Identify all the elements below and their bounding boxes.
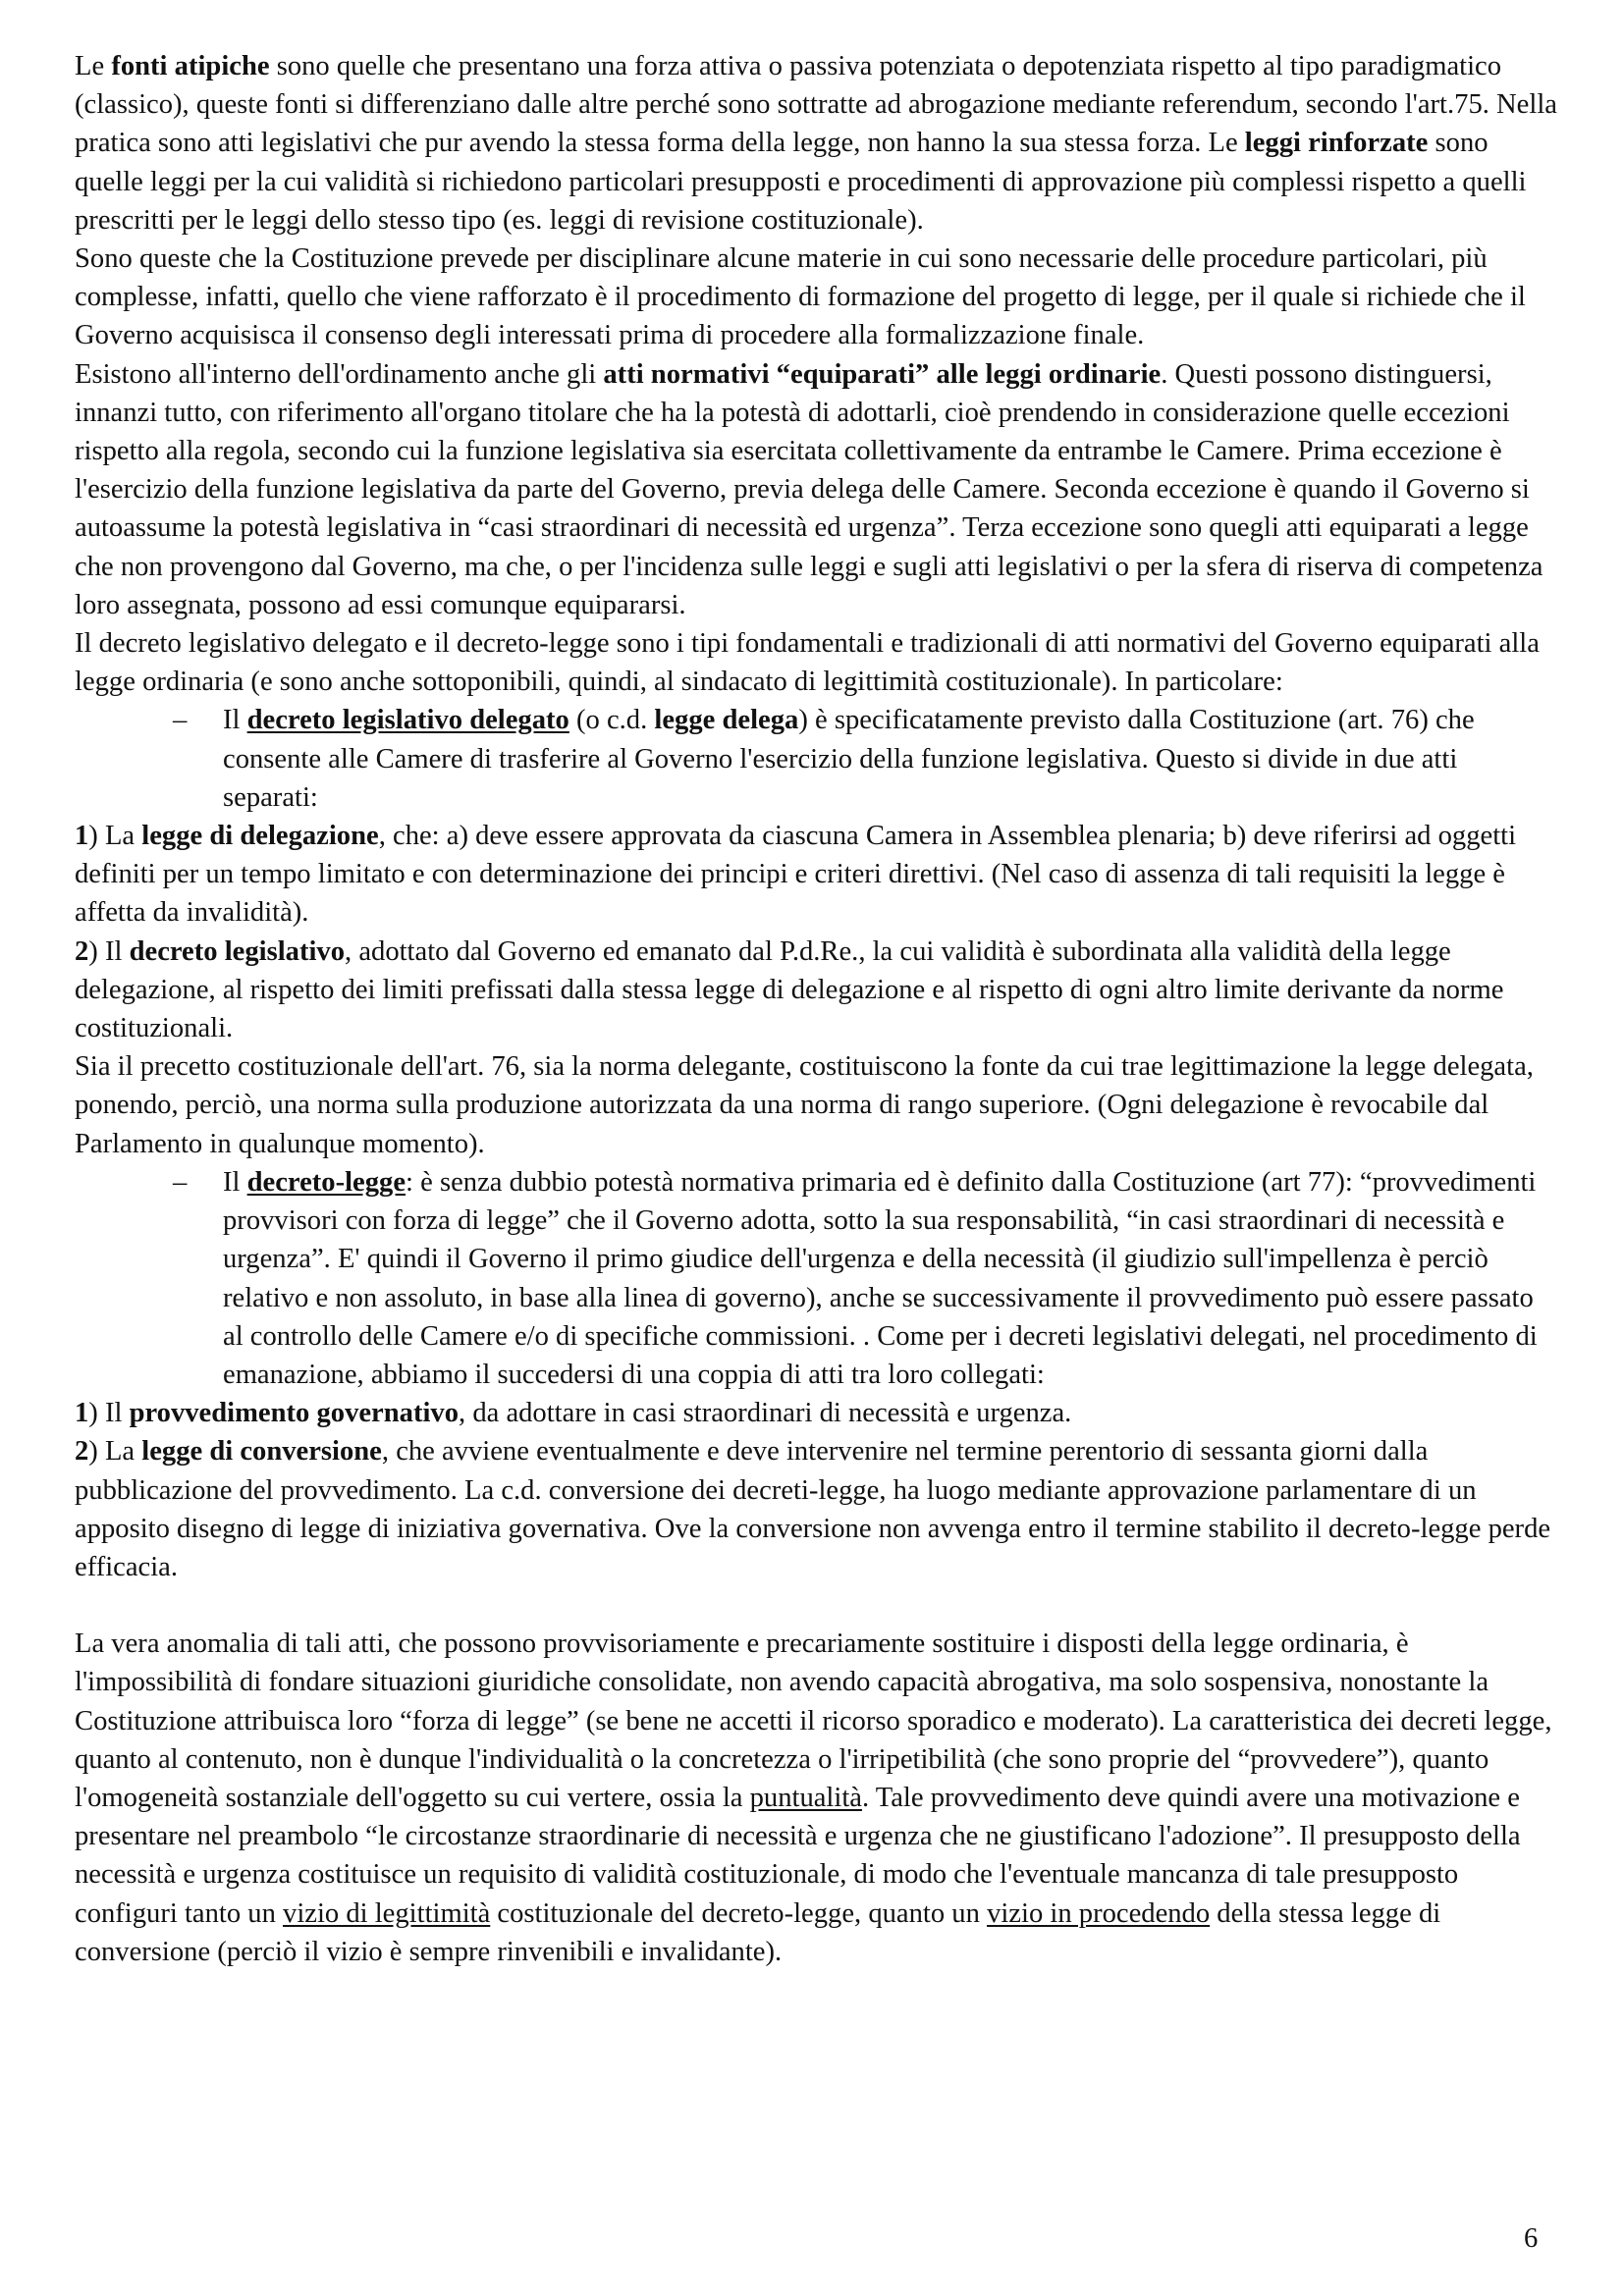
paragraph-spacer — [75, 1586, 1557, 1625]
term-puntualita: puntualità — [749, 1782, 862, 1813]
term-vizio-in-procedendo: vizio in procedendo — [987, 1897, 1211, 1929]
list-item-decreto-legislativo: 2) Il decreto legislativo, adottato dal Governo ed emanato dal P.d.Re., la cui validità è subordinata alla validità della legge delegazione, al rispetto dei limiti prefissati dalla stessa legge di delegazione e al rispetto di ogni altro limite derivante da norme costituzionali. — [75, 935, 1504, 1044]
term-decreto-legislativo: decreto legislativo — [129, 935, 346, 967]
term-provvedimento-governativo: provvedimento governativo — [129, 1398, 460, 1429]
page-number: 6 — [1524, 2223, 1539, 2254]
term-vizio-di-legittimita: vizio di legittimità — [283, 1897, 491, 1929]
list-item-legge-di-delegazione: 1) La legge di delegazione, che: a) deve essere approvata da ciascuna Camera in Assemblea plenaria; b) deve riferirsi ad oggetti definiti per un tempo limitato e con determinazione dei principi e criteri direttivi. (Nel caso di assenza di tali requisiti la legge è affetta da invalidità). — [75, 821, 1517, 929]
paragraph-atti-equiparati: Esistono all'interno dell'ordinamento anche gli atti normativi “equiparati” alle leggi ordinarie. Questi possono distinguersi, innanzi tutto, con riferimento all'organo titolare che ha la potestà di adottarli, cioè prendendo in considerazione quelle eccezioni rispetto alla regola, secondo cui la funzione legislativa sia esercitata collettivamente da entrambe le Camere. Prima eccezione è l'esercizio della funzione legislativa da parte del Governo, previa delega delle Camere. Seconda eccezione è quando il Governo si autoassume la potestà legislativa in “casi straordinari di necessità ed urgenza”. Terza eccezione sono quegli atti equiparati a legge che non provengono dal Governo, ma che, o per l'incidenza sulle leggi e sugli atti legislativi o per la sfera di riserva di competenza loro assegnata, possono ad essi comunque equipararsi. — [75, 358, 1543, 620]
dash-bullet: – — [173, 1166, 188, 1198]
bullet-decreto-legislativo-delegato: – Il decreto legislativo delegato (o c.d. legge delega) è specificatamente previsto dalla Costituzione (art. 76) che consente alle Camere di trasferire al Governo l'esercizio della funzione legislativa. Questo si divide in due atti separati: — [75, 701, 1557, 817]
term-legge-delega: legge delega — [654, 705, 799, 736]
paragraph-fonti-atipiche: Le fonti atipiche sono quelle che presentano una forza attiva o passiva potenziata o depotenziata rispetto al tipo paradigmatico (classico), queste fonti si differenziano dalle altre perché sono sottratte ad abrogazione mediante referendum, secondo l'art.75. Nella pratica sono atti legislativi che pur avendo la stessa forma della legge, non hanno la sua stessa forza. Le leggi rinforzate sono quelle leggi per la cui validità si richiedono particolari presupposti e procedimenti di approvazione più complessi rispetto a quelli prescritti per le leggi dello stesso tipo (es. leggi di revisione costituzionale). — [75, 51, 1557, 236]
paragraph-costituzione: Sono queste che la Costituzione prevede per disciplinare alcune materie in cui sono necessarie delle procedure particolari, più complesse, infatti, quello che viene rafforzato è il procedimento di formazione del progetto di legge, per il quale si richiede che il Governo acquisisca il consenso degli interessati prima di procedere alla formalizzazione finale. — [75, 243, 1526, 351]
term-atti-normativi-equiparati: atti normativi “equiparati” alle leggi ordinarie — [603, 358, 1162, 390]
paragraph-decreto-intro: Il decreto legislativo delegato e il decreto-legge sono i tipi fondamentali e tradizionali di atti normativi del Governo equiparati alla legge ordinaria (e sono anche sottoponibili, quindi, al sindacato di legittimità costituzionale). In particolare: — [75, 628, 1540, 698]
list-item-provvedimento-governativo: 1) Il provvedimento governativo, da adottare in casi straordinari di necessità e urgenza. — [75, 1398, 1072, 1429]
paragraph-vera-anomalia: La vera anomalia di tali atti, che possono provvisoriamente e precariamente sostituire i disposti della legge ordinaria, è l'impossibilità di fondare situazioni giuridiche consolidate, non avendo capacità abrogativa, ma solo sospensiva, nonostante la Costituzione attribuisca loro “forza di legge” (se bene ne accetti il ricorso sporadico e moderato). La caratteristica dei decreti legge, quanto al contenuto, non è dunque l'individualità o la concretezza o l'irripetibilità (che sono proprie del “provvedere”), quanto l'omogeneità sostanziale dell'oggetto su cui vertere, ossia la puntualità. Tale provvedimento deve quindi avere una motivazione e presentare nel preambolo “le circostanze straordinarie di necessità e urgenza che ne giustificano l'adozione”. Il presupposto della necessità e urgenza costituisce un requisito di validità costituzionale, di modo che l'eventuale mancanza di tale presupposto configuri tanto un vizio di legittimità costituzionale del decreto-legge, quanto un vizio in procedendo della stessa legge di conversione (perciò il vizio è sempre rinvenibili e invalidante). — [75, 1629, 1552, 1967]
document-page — [75, 47, 1557, 1971]
term-legge-di-conversione: legge di conversione — [141, 1436, 382, 1468]
bullet-decreto-legge: – Il decreto-legge: è senza dubbio potestà normativa primaria ed è definito dalla Costituzione (art 77): “provvedimenti provvisori con forza di legge” che il Governo adotta, sotto la sua responsabilità, “in casi straordinari di necessità e urgenza”. E' quindi il Governo il primo giudice dell'urgenza e della necessità (il giudizio sull'impellenza è perciò relativo e non assoluto, in base alla linea di governo), anche se successivamente il provvedimento può essere passato al controllo delle Camere e/o di specifiche commissioni. . Come per i decreti legislativi delegati, nel procedimento di emanazione, abbiamo il succedersi di una coppia di atti tra loro collegati: — [75, 1163, 1557, 1394]
term-leggi-rinforzate: leggi rinforzate — [1244, 128, 1429, 159]
term-decreto-legislativo-delegato: decreto legislativo delegato — [246, 705, 569, 736]
term-legge-di-delegazione: legge di delegazione — [141, 821, 379, 852]
dash-bullet: – — [173, 705, 188, 736]
paragraph-precetto-costituzionale: Sia il precetto costituzionale dell'art. 76, sia la norma delegante, costituiscono la fonte da cui trae legittimazione la legge delegata, ponendo, perciò, una norma sulla produzione autorizzata da una norma di rango superiore. (Ogni delegazione è revocabile dal Parlamento in qualunque momento). — [75, 1051, 1534, 1159]
term-decreto-legge: decreto-legge — [246, 1166, 406, 1198]
term-fonti-atipiche: fonti atipiche — [111, 51, 270, 81]
list-item-legge-di-conversione: 2) La legge di conversione, che avviene eventualmente e deve intervenire nel termine perentorio di sessanta giorni dalla pubblicazione del provvedimento. La c.d. conversione dei decreti-legge, ha luogo mediante approvazione parlamentare di un apposito disegno di legge di iniziativa governativa. Ove la conversione non avvenga entro il termine stabilito il decreto-legge perde efficacia. — [75, 1436, 1551, 1582]
